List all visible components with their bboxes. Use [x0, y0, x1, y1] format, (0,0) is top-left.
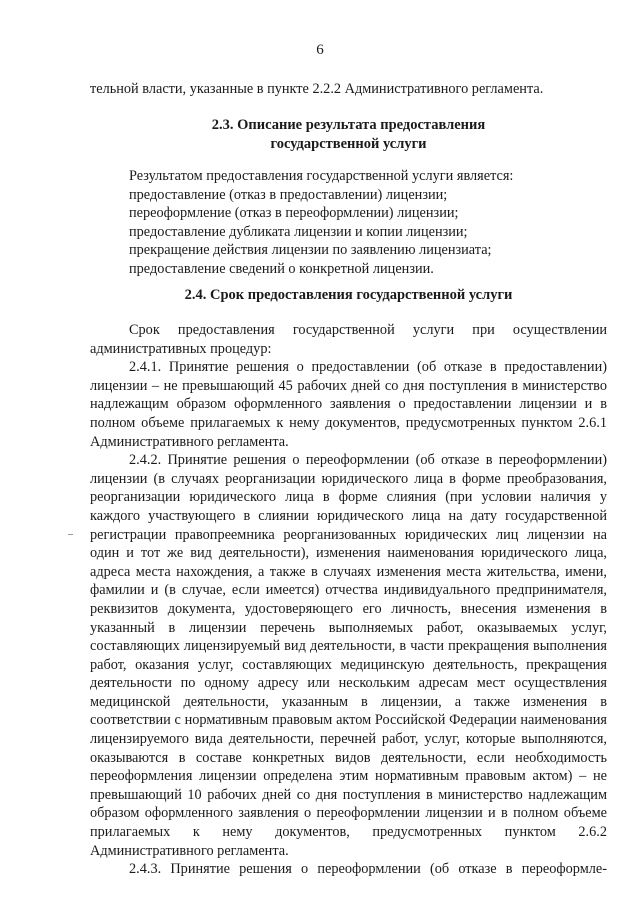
paragraph-2-4-3: 2.4.3. Принятие решения о переоформлении (об отказе в переоформле- [129, 861, 607, 878]
intro-line: тельной власти, указанные в пункте 2.2.2 Административного регламента. [90, 81, 544, 97]
section-2-3-heading [90, 116, 607, 153]
list-item: предоставление сведений о конкретной лицензии. [129, 260, 434, 277]
list-item: переоформление (отказ в переоформлении) лицензии; [129, 205, 459, 222]
page-number: 6 [316, 42, 324, 58]
margin-mark [68, 534, 73, 535]
paragraph-2-4-2: 2.4.2. Принятие решения о переоформлении (об отказе в переоформлении) лицензии (в случаях реорганизации юридического лица в форме преобразования, реорганизации юридического лица в форме слияния (при условии наличия у каждого участвующего в слиянии юридического лица на дату государственной регистрации правопреемника реорганизованных юридических лиц лицензии на один и тот же вид деятельности), изменения наименования юридического лица, адреса места нахождения, а также в случаях изменения места жительства, имени, фамилии и (в случае, если имеется) отчества индивидуального предпринимателя, реквизитов документа, удостоверяющего его личность, внесения изменения в указанный в лицензии перечень выполняемых работ, оказываемых услуг, составляющих лицензируемый вид деятельности, в части прекращения выполнения работ, оказания услуг, составляющих медицинскую деятельность, прекращения деятельности по одному адресу или нескольким адресам мест осуществления медицинской деятельности, указанным в лицензии, а также изменения в соответствии с нормативным правовым актом Российской Федерации наименования лицензируемого вида деятельности, перечней работ, услуг, которые выполняются, оказываются в составе конкретных видов деятельности, если необходимость переоформления лицензии определена этим нормативным правовым актом) – не превышающий 10 рабочих дней со дня поступления в министерство надлежащим образом оформленного заявления о переоформлении лицензии и в полном объеме прилагаемых к нему документов, предусмотренных пунктом 2.6.2 Административного регламента. [90, 452, 607, 859]
section-2-4-heading: 2.4. Срок предоставления государственной услуги [184, 287, 513, 303]
list-item: предоставление (отказ в предоставлении) лицензии; [129, 186, 448, 203]
list-item: предоставление дубликата лицензии и копии лицензии; [129, 223, 468, 240]
section-2-3-list [129, 167, 607, 279]
list-item: Результатом предоставления государственной услуги является: [129, 168, 514, 184]
section-2-3-heading-line2: государственной услуги [270, 135, 427, 152]
list-item: прекращение действия лицензии по заявлению лицензиата; [129, 242, 492, 259]
paragraph-2-4-1: 2.4.1. Принятие решения о предоставлении (об отказе в предоставлении) лицензии – не превышающий 45 рабочих дней со дня поступления в министерство надлежащим образом оформленного заявления о предоставлении лицензии и в полном объеме прилагаемых к нему документов, предусмотренных пунктом 2.6.1 Административного регламента. [90, 359, 607, 450]
section-2-3-heading-line1: 2.3. Описание результата предоставления [211, 117, 486, 133]
section-2-4-lead: Срок предоставления государственной услуги при осуществлении административных процедур: [90, 322, 607, 357]
section-2-4-body [90, 321, 607, 879]
